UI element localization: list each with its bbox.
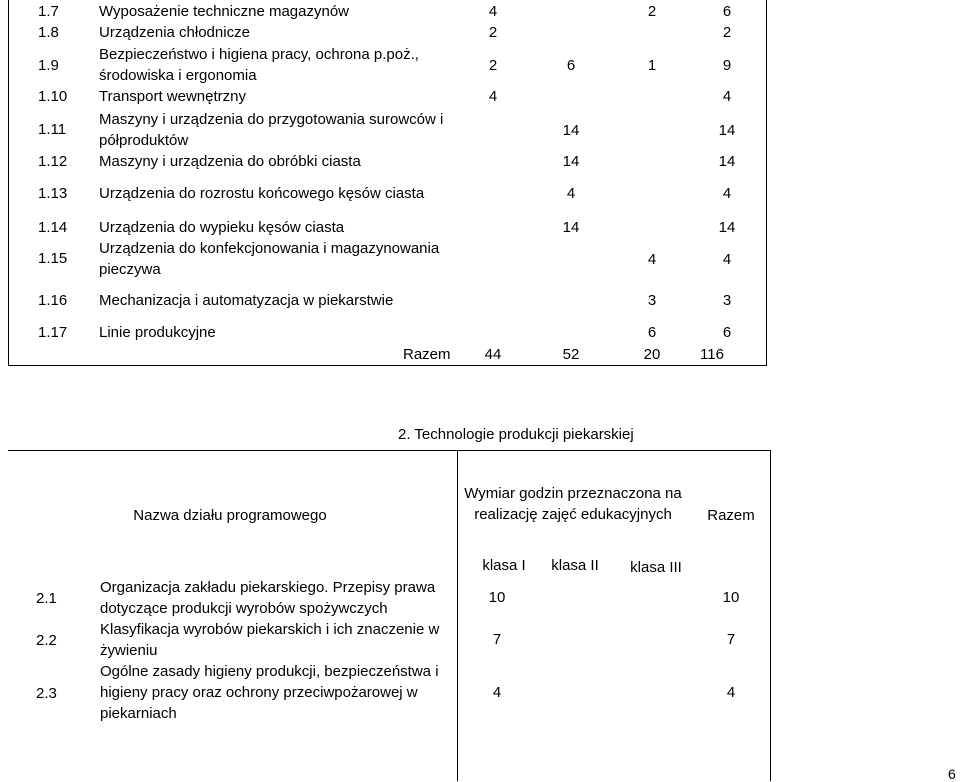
hours-total: 14 <box>718 219 736 236</box>
row-number: 2.1 <box>36 590 57 607</box>
row-number: 1.9 <box>38 57 59 74</box>
row-name: Transport wewnętrzny <box>99 88 246 105</box>
hours-total: 14 <box>718 153 736 170</box>
row-number: 1.13 <box>38 185 68 202</box>
hours-class1: 4 <box>488 88 498 105</box>
row-number: 1.12 <box>38 153 68 170</box>
hours-class1: 2 <box>488 57 498 74</box>
row-name: Urządzenia chłodnicze <box>99 24 250 41</box>
row-name-line1: Urządzenia do konfekcjonowania i magazynowania <box>99 240 440 257</box>
row-name-line1: Maszyny i urządzenia do przygotowania surowców i <box>99 111 444 128</box>
row-number: 1.8 <box>38 24 59 41</box>
hours-class1: 2 <box>488 24 498 41</box>
row-name-line2: dotyczące produkcji wyrobów spożywczych <box>100 600 388 617</box>
header-total-column: Razem <box>707 507 755 524</box>
row-number: 1.16 <box>38 292 68 309</box>
row-name: Urządzenia do rozrostu końcowego kęsów ciasta <box>99 185 425 202</box>
row-name-line1: Klasyfikacja wyrobów piekarskich i ich znaczenie w <box>100 621 440 638</box>
table-curriculum-part1 <box>8 0 767 366</box>
row-number: 1.17 <box>38 324 68 341</box>
header-class3: klasa III <box>630 559 682 576</box>
row-name: Maszyny i urządzenia do obróbki ciasta <box>99 153 361 170</box>
row-name-line1: Ogólne zasady higieny produkcji, bezpieczeństwa i <box>100 663 439 680</box>
row-name-line2: higieny pracy oraz ochrony przeciwpożarowej w <box>100 684 418 701</box>
summary-class2: 52 <box>562 346 580 363</box>
row-name-line2: pieczywa <box>99 261 161 278</box>
hours-class3: 3 <box>647 292 657 309</box>
row-name-line2: żywieniu <box>100 642 158 659</box>
page-number: 6 <box>948 766 956 782</box>
hours-class3: 2 <box>647 3 657 20</box>
column-divider <box>457 451 458 781</box>
row-number: 1.14 <box>38 219 68 236</box>
hours-class1: 10 <box>488 589 506 606</box>
hours-class1: 7 <box>492 631 502 648</box>
hours-total: 14 <box>718 122 736 139</box>
row-number: 1.11 <box>38 121 67 138</box>
hours-class1: 4 <box>488 3 498 20</box>
summary-class1: 44 <box>484 346 502 363</box>
hours-class3: 6 <box>647 324 657 341</box>
hours-total: 4 <box>722 88 732 105</box>
row-number: 1.10 <box>38 88 68 105</box>
hours-class2: 14 <box>562 219 580 236</box>
hours-class2: 4 <box>566 185 576 202</box>
hours-class2: 6 <box>566 57 576 74</box>
hours-total: 4 <box>722 185 732 202</box>
header-hours-line2: realizację zajęć edukacyjnych <box>474 506 672 523</box>
summary-class3: 20 <box>643 346 661 363</box>
header-hours-line1: Wymiar godzin przeznaczona na <box>464 485 682 502</box>
hours-total: 7 <box>726 631 736 648</box>
hours-class2: 4 <box>647 251 657 268</box>
table-curriculum-part2 <box>8 450 771 781</box>
row-name-line1: Bezpieczeństwo i higiena pracy, ochrona p.poż., <box>99 46 419 63</box>
row-number: 2.3 <box>36 685 57 702</box>
hours-total: 4 <box>722 251 732 268</box>
hours-total: 4 <box>726 684 736 701</box>
hours-total: 6 <box>722 3 732 20</box>
row-name: Mechanizacja i automatyzacja w piekarstwie <box>99 292 394 309</box>
row-name: Urządzenia do wypieku kęsów ciasta <box>99 219 345 236</box>
row-name-line1: Organizacja zakładu piekarskiego. Przepisy prawa <box>100 579 436 596</box>
row-name: Wyposażenie techniczne magazynów <box>99 3 349 20</box>
section-heading: 2. Technologie produkcji piekarskiej <box>398 426 634 443</box>
summary-total: 116 <box>700 346 724 363</box>
hours-total: 3 <box>722 292 732 309</box>
hours-class2: 14 <box>562 153 580 170</box>
hours-class2: 14 <box>562 122 580 139</box>
row-name: Linie produkcyjne <box>99 324 216 341</box>
hours-class3: 1 <box>647 57 657 74</box>
header-class1: klasa I <box>482 557 526 574</box>
row-name-line2: środowiska i ergonomia <box>99 67 257 84</box>
row-number: 2.2 <box>36 632 57 649</box>
hours-total: 2 <box>722 24 732 41</box>
row-name-line2: półproduktów <box>99 132 189 149</box>
header-name-column: Nazwa działu programowego <box>133 507 327 524</box>
summary-label: Razem <box>403 346 451 363</box>
hours-class1: 4 <box>492 684 502 701</box>
header-class2: klasa II <box>551 557 599 574</box>
row-number: 1.15 <box>38 250 68 267</box>
row-number: 1.7 <box>38 3 59 20</box>
hours-total: 9 <box>722 57 732 74</box>
hours-total: 6 <box>722 324 732 341</box>
hours-total: 10 <box>722 589 740 606</box>
row-name-line3: piekarniach <box>100 705 177 722</box>
